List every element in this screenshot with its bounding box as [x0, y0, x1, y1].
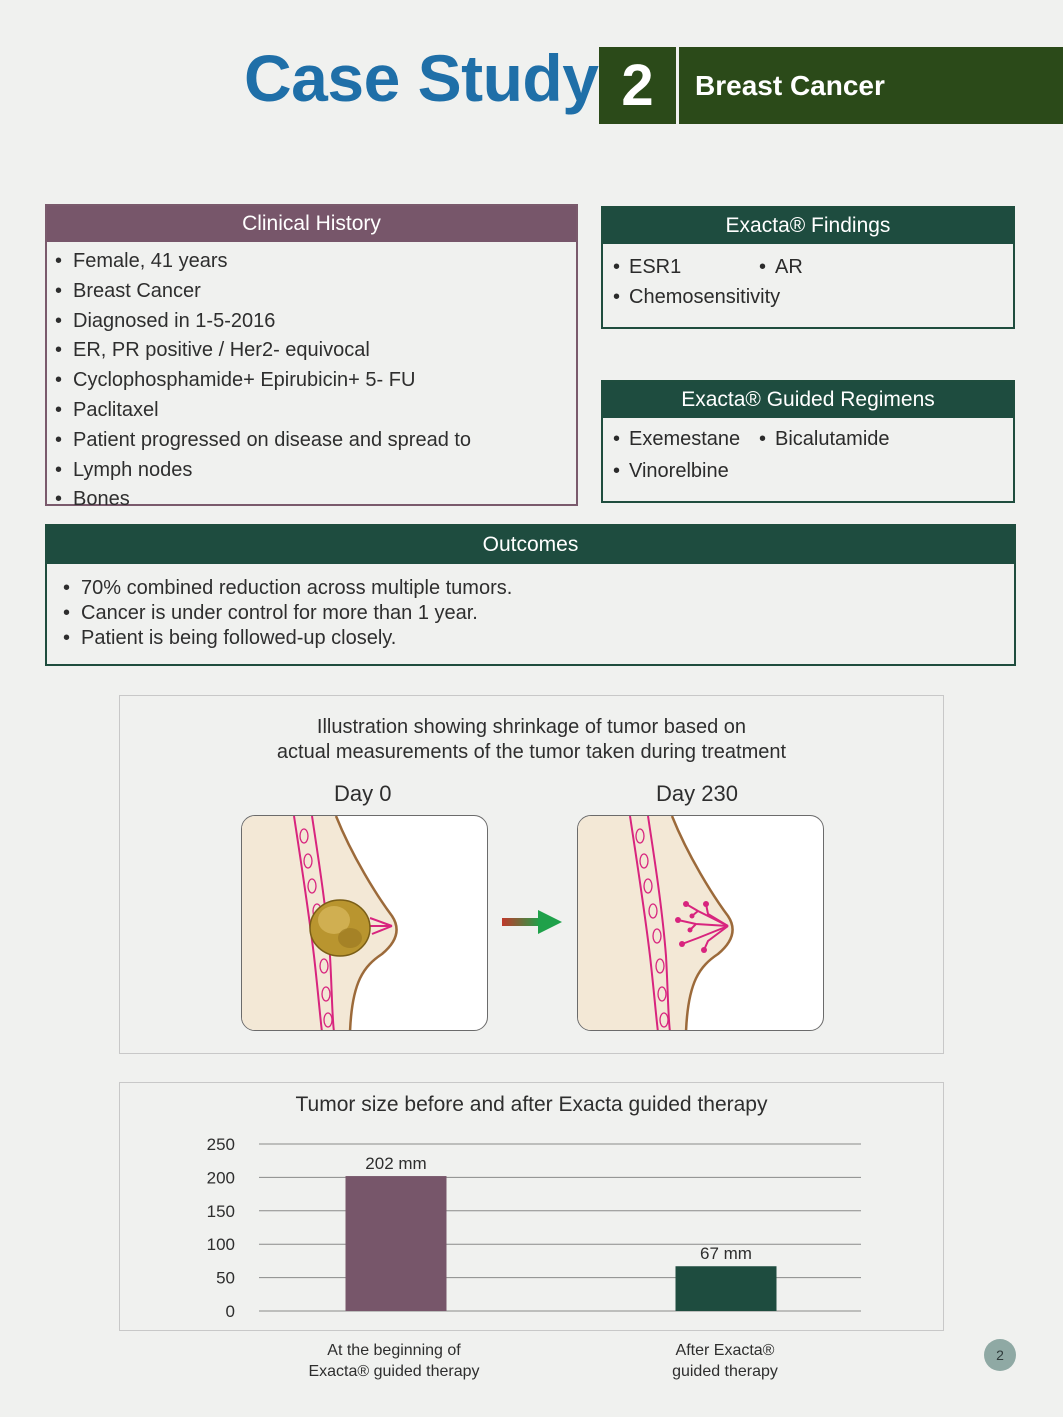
list-item: • Female, 41 years	[49, 247, 576, 277]
page-title: Case Study	[244, 41, 599, 115]
x-tick-label-before: At the beginning of Exacta® guided therapy	[308, 1342, 480, 1380]
tumor-size-chart	[119, 1082, 944, 1331]
list-item: • Cancer is under control for more than 1 year.	[57, 601, 1014, 626]
y-tick-label: 50	[216, 1268, 235, 1288]
chart-title: Tumor size before and after Exacta guided therapy	[295, 1093, 768, 1116]
data-label: 67 mm	[700, 1244, 752, 1264]
guided-regimens-box	[601, 380, 1015, 503]
regimens-heading: Exacta® Guided Regimens	[603, 382, 1013, 418]
y-tick-label: 250	[206, 1135, 235, 1154]
list-item: • Cyclophosphamide+ Epirubicin+ 5- FU	[49, 366, 576, 396]
bar-chart	[120, 1083, 945, 1332]
data-label: 202 mm	[365, 1154, 427, 1174]
finding-item: • Chemosensitivity	[609, 286, 780, 309]
clinical-history-heading: Clinical History	[47, 206, 576, 242]
page-number: 2	[984, 1339, 1016, 1371]
finding-item: • ESR1	[609, 256, 755, 279]
case-number-badge: 2	[599, 47, 676, 124]
list-item: • 70% combined reduction across multiple tumors.	[57, 576, 1014, 601]
y-tick-label: 0	[225, 1302, 235, 1321]
day-after-label: Day 230	[656, 781, 738, 806]
illustration-caption-line2: actual measurements of the tumor taken during treatment	[276, 741, 787, 763]
x-tick-label-after: After Exacta® guided therapy	[672, 1342, 778, 1380]
list-item: • Patient is being followed-up closely.	[57, 626, 1014, 651]
arrow-right-icon	[502, 908, 564, 936]
list-item: • Bones	[49, 485, 576, 515]
regimen-item: • Bicalutamide	[755, 428, 890, 451]
illustration-caption-line1: Illustration showing shrinkage of tumor based on	[316, 716, 747, 738]
tumor-illustration-panel	[119, 695, 944, 1054]
bar	[676, 1266, 777, 1311]
outcomes-box	[45, 524, 1016, 666]
breast-after-image	[577, 815, 824, 1031]
list-item: • Breast Cancer	[49, 277, 576, 307]
list-item: • Lymph nodes	[49, 456, 576, 486]
case-subtitle: Breast Cancer	[679, 47, 1063, 124]
findings-heading: Exacta® Findings	[603, 208, 1013, 244]
clinical-history-list	[47, 242, 576, 515]
outcomes-heading: Outcomes	[47, 526, 1014, 564]
list-item: • ER, PR positive / Her2- equivocal	[49, 336, 576, 366]
day-before-label: Day 0	[334, 781, 392, 806]
y-tick-label: 200	[206, 1168, 235, 1188]
exacta-findings-box	[601, 206, 1015, 329]
regimen-item: • Exemestane	[609, 428, 755, 451]
list-item: • Paclitaxel	[49, 396, 576, 426]
list-item: • Patient progressed on disease and spread to	[49, 426, 576, 456]
bar	[346, 1176, 447, 1311]
breast-before-image	[241, 815, 488, 1031]
y-tick-label: 100	[206, 1235, 235, 1255]
regimen-item: • Vinorelbine	[609, 460, 729, 483]
clinical-history-box	[45, 204, 578, 511]
list-item: • Diagnosed in 1-5-2016	[49, 307, 576, 337]
y-tick-label: 150	[206, 1201, 235, 1221]
finding-item: • AR	[755, 256, 803, 279]
